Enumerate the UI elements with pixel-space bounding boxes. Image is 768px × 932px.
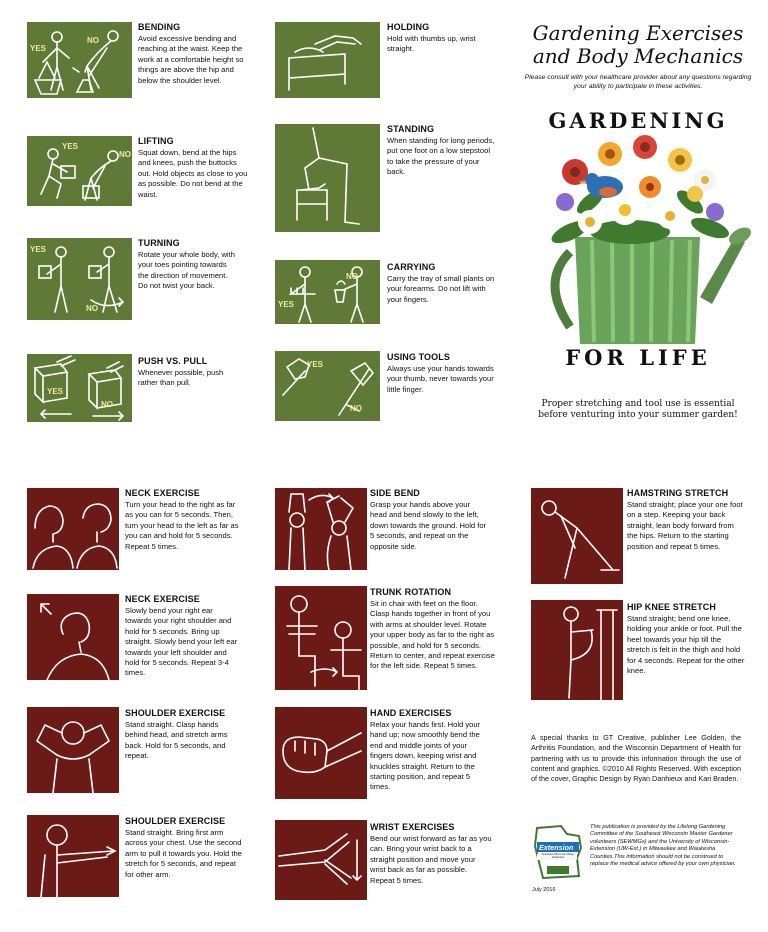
bending-title: BENDING	[138, 22, 181, 32]
hamstring-stretch-block	[627, 488, 745, 552]
neck-turn-figure-icon	[27, 488, 119, 570]
lifting-figure-icon	[27, 136, 132, 206]
lifting-block	[138, 136, 250, 200]
turning-title: TURNING	[138, 238, 180, 248]
neck-exercise-1-block	[125, 488, 240, 552]
hip-knee-stretch-illustration	[531, 600, 623, 700]
bending-yes-label: YES	[30, 44, 47, 53]
hip-knee-figure-icon	[531, 600, 623, 700]
hand-exercise-text: Relax your hands first. Hold your hand up; now smoothly bend the end and middle joints of your fingers down, keeping wrist and knuckles straight. Return to the starting position, and repeat 5 times.	[370, 720, 481, 792]
bending-no-label: NO	[87, 36, 99, 45]
hip-knee-stretch-text: Stand straight; bend one knee, holding your ankle or foot. Pull the heel towards your hip till the stretch is felt in the thigh and hold for 4 seconds. Repeat for the other knee.	[627, 614, 745, 676]
push-pull-text: Whenever possible, push rather than pull.	[138, 368, 224, 388]
holding-figure-icon	[275, 22, 380, 98]
wrist-exercise-illustration	[275, 820, 367, 900]
page-title-line2: and Body Mechanics	[532, 44, 744, 68]
cover-tagline-line2: before venturing into your summer garden!	[538, 410, 738, 420]
lifting-text: Squat down, bend at the hips and knees, push the buttocks out. Hold objects as close to you as possible. Do not bend at the waist.	[138, 148, 248, 199]
push-pull-illustration	[27, 354, 132, 422]
lifting-illustration	[27, 136, 132, 206]
shoulder-exercise-1-illustration	[27, 707, 119, 793]
side-bend-block	[370, 488, 488, 552]
carrying-illustration	[275, 260, 380, 324]
lifting-yes-label: YES	[62, 142, 79, 151]
watering-can-icon	[530, 132, 755, 347]
push-pull-no-label: NO	[101, 400, 113, 409]
extension-logo	[531, 822, 585, 882]
push-pull-block	[138, 356, 238, 389]
side-bend-title: SIDE BEND	[370, 488, 420, 498]
tools-no-label: NO	[350, 404, 362, 413]
neck-exercise-1-text: Turn your head to the right as far as you can for 5 seconds. Then, turn your head to the left as far as you can and hold for 5 seconds. Repeat 5 times.	[125, 500, 239, 551]
carrying-title: CARRYING	[387, 262, 436, 272]
hip-knee-stretch-block	[627, 602, 745, 676]
lifting-title: LIFTING	[138, 136, 174, 146]
turning-text: Rotate your whole body, with your toes pointing towards the direction of movement. Do not twist your back.	[138, 250, 235, 291]
trunk-rotation-title: TRUNK ROTATION	[370, 587, 452, 597]
hip-knee-stretch-title: HIP KNEE STRETCH	[627, 602, 716, 612]
shoulder-cross-figure-icon	[27, 815, 119, 897]
holding-title: HOLDING	[387, 22, 430, 32]
bending-block	[138, 22, 250, 86]
standing-text: When standing for long periods, put one foot on a low stepstool to take the pressure of your back.	[387, 136, 495, 177]
trunk-rotation-figure-icon	[275, 586, 367, 690]
cover-tagline	[520, 399, 756, 421]
wrist-exercise-text: Bend our wrist forward as far as you can. Bring your wrist back to a straight position and move your wrist back as far as possible. Repeat 5 times.	[370, 834, 492, 885]
wrist-bend-figure-icon	[275, 820, 367, 900]
neck-exercise-2-title: NECK EXERCISE	[125, 594, 200, 604]
bending-illustration	[27, 22, 132, 98]
carrying-yes-label: YES	[278, 300, 295, 309]
standing-illustration	[275, 124, 380, 232]
tools-illustration	[275, 351, 380, 421]
hand-exercise-block	[370, 708, 490, 793]
hamstring-figure-icon	[531, 488, 623, 584]
push-pull-yes-label: YES	[47, 387, 64, 396]
bending-figure-icon	[27, 22, 132, 98]
turning-yes-label: YES	[30, 245, 47, 254]
tools-text: Always use your hands towards your thumb, never towards your little finger.	[387, 364, 494, 394]
tools-figure-icon	[275, 351, 380, 421]
neck-exercise-2-text: Slowly bend your right ear towards your right shoulder and hold for 5 seconds. Bring up straight. Slowly bend your left ear towards your left shoulder and hold for 5 seconds. Repeat 3-4 times.	[125, 606, 238, 678]
push-pull-title: PUSH VS. PULL	[138, 356, 208, 366]
shoulder-exercise-2-block	[125, 816, 243, 880]
bending-text: Avoid excessive bending and reaching at the waist. Keep the work at a comfortable height so things are above the hip and below the shoulder level.	[138, 34, 244, 85]
neck-exercise-2-block	[125, 594, 240, 679]
lifting-no-label: NO	[119, 150, 131, 159]
hamstring-stretch-illustration	[531, 488, 623, 584]
hand-fist-figure-icon	[275, 707, 367, 799]
side-bend-illustration	[275, 488, 367, 570]
consult-note: Please consult with your healthcare provider about any questions regarding your ability to participate in these activities.	[524, 74, 752, 90]
acknowledgements-text: A special thanks to GT Creative, publisher Lee Golden, the Arthritis Foundation, and the Wisconsin Department of Health for partnering with us to provide this information through the use of content and graphics. ©2010 All Rights Reserved. With exception of the cover, Graphic Design by Ryan Danhieux and Kari Braden.	[531, 733, 741, 784]
shoulder-exercise-1-title: SHOULDER EXERCISE	[125, 708, 226, 718]
carrying-block	[387, 262, 499, 305]
hamstring-stretch-text: Stand straight; place your one foot on a step. Keeping your back straight, lean body forward from the hips. Return to the starting position and repeat 5 times.	[627, 500, 743, 551]
carrying-figure-icon	[275, 260, 380, 324]
wrist-exercise-title: WRIST EXERCISES	[370, 822, 455, 832]
side-bend-text: Grasp your hands above your head and bend slowly to the left, down towards the ground. Hold for 5 seconds, and repeat on the opposite side.	[370, 500, 487, 551]
shoulder-exercise-2-title: SHOULDER EXERCISE	[125, 816, 226, 826]
side-bend-figure-icon	[275, 488, 367, 570]
tools-yes-label: YES	[307, 360, 324, 369]
extension-logo-subtext: Southeast Wisconsin Master Gardeners	[541, 853, 575, 859]
publication-credit: This publication is provided by the Lifelong Gardening Committee of the Southeast Wisconsin Master Gardener volunteers (SEWMGs) and the University of Wisconsin-Extension (UW-Ext.) in Milwaukee and Waukesha Counties.This information should not be construed to replace the medical advice offered by your own physician.	[590, 824, 736, 868]
neck-exercise-2-illustration	[27, 594, 119, 680]
shoulder-clasp-figure-icon	[27, 707, 119, 793]
trunk-rotation-text: Sit in chair with feet on the floor. Clasp hands together in front of you with arms at shoulder level. Rotate your upper body as far to the right as possible, and hold for 5 seconds. Return to center, and repeat exercise for the left side. Repeat 5 times.	[370, 599, 495, 671]
wisconsin-map-icon	[531, 822, 585, 882]
turning-no-label: NO	[86, 304, 98, 313]
extension-logo-text: Extension	[539, 843, 574, 852]
cover-tagline-line1: Proper stretching and tool use is essential	[541, 399, 735, 409]
hamstring-stretch-title: HAMSTRING STRETCH	[627, 488, 729, 498]
trunk-rotation-illustration	[275, 586, 367, 690]
turning-block	[138, 238, 238, 292]
standing-block	[387, 124, 497, 178]
shoulder-exercise-1-block	[125, 708, 235, 762]
shoulder-exercise-1-text: Stand straight. Clasp hands behind head, and stretch arms back. Hold for 5 seconds, and repeat.	[125, 720, 228, 761]
standing-figure-icon	[275, 124, 380, 232]
tools-block	[387, 352, 502, 395]
page-title	[520, 22, 756, 68]
neck-tilt-figure-icon	[27, 594, 119, 680]
holding-illustration	[275, 22, 380, 98]
standing-title: STANDING	[387, 124, 435, 134]
page-title-line1: Gardening Exercises	[532, 21, 744, 45]
carrying-text: Carry the tray of small plants on your forearms. Do not lift with your fingers.	[387, 274, 495, 304]
shoulder-exercise-2-illustration	[27, 815, 119, 897]
neck-exercise-1-title: NECK EXERCISE	[125, 488, 200, 498]
watering-can-illustration	[530, 132, 755, 347]
carrying-no-label: NO	[346, 272, 358, 281]
push-pull-figure-icon	[27, 354, 132, 422]
holding-block	[387, 22, 502, 55]
neck-exercise-1-illustration	[27, 488, 119, 570]
hand-exercise-illustration	[275, 707, 367, 799]
cover-gardening-wordmark: GARDENING	[548, 108, 728, 133]
cover-forlife-wordmark: FOR LIFE	[565, 345, 711, 370]
shoulder-exercise-2-text: Stand straight. Bring first arm across your chest. Use the second arm to pull it towards you. Hold the stretch for 5 seconds, and repeat for other arm.	[125, 828, 242, 879]
hand-exercise-title: HAND EXERCISES	[370, 708, 452, 718]
tools-title: USING TOOLS	[387, 352, 450, 362]
holding-text: Hold with thumbs up, wrist straight.	[387, 34, 476, 54]
wrist-exercise-block	[370, 822, 492, 886]
trunk-rotation-block	[370, 587, 495, 672]
publication-date: July 2016	[532, 887, 556, 893]
